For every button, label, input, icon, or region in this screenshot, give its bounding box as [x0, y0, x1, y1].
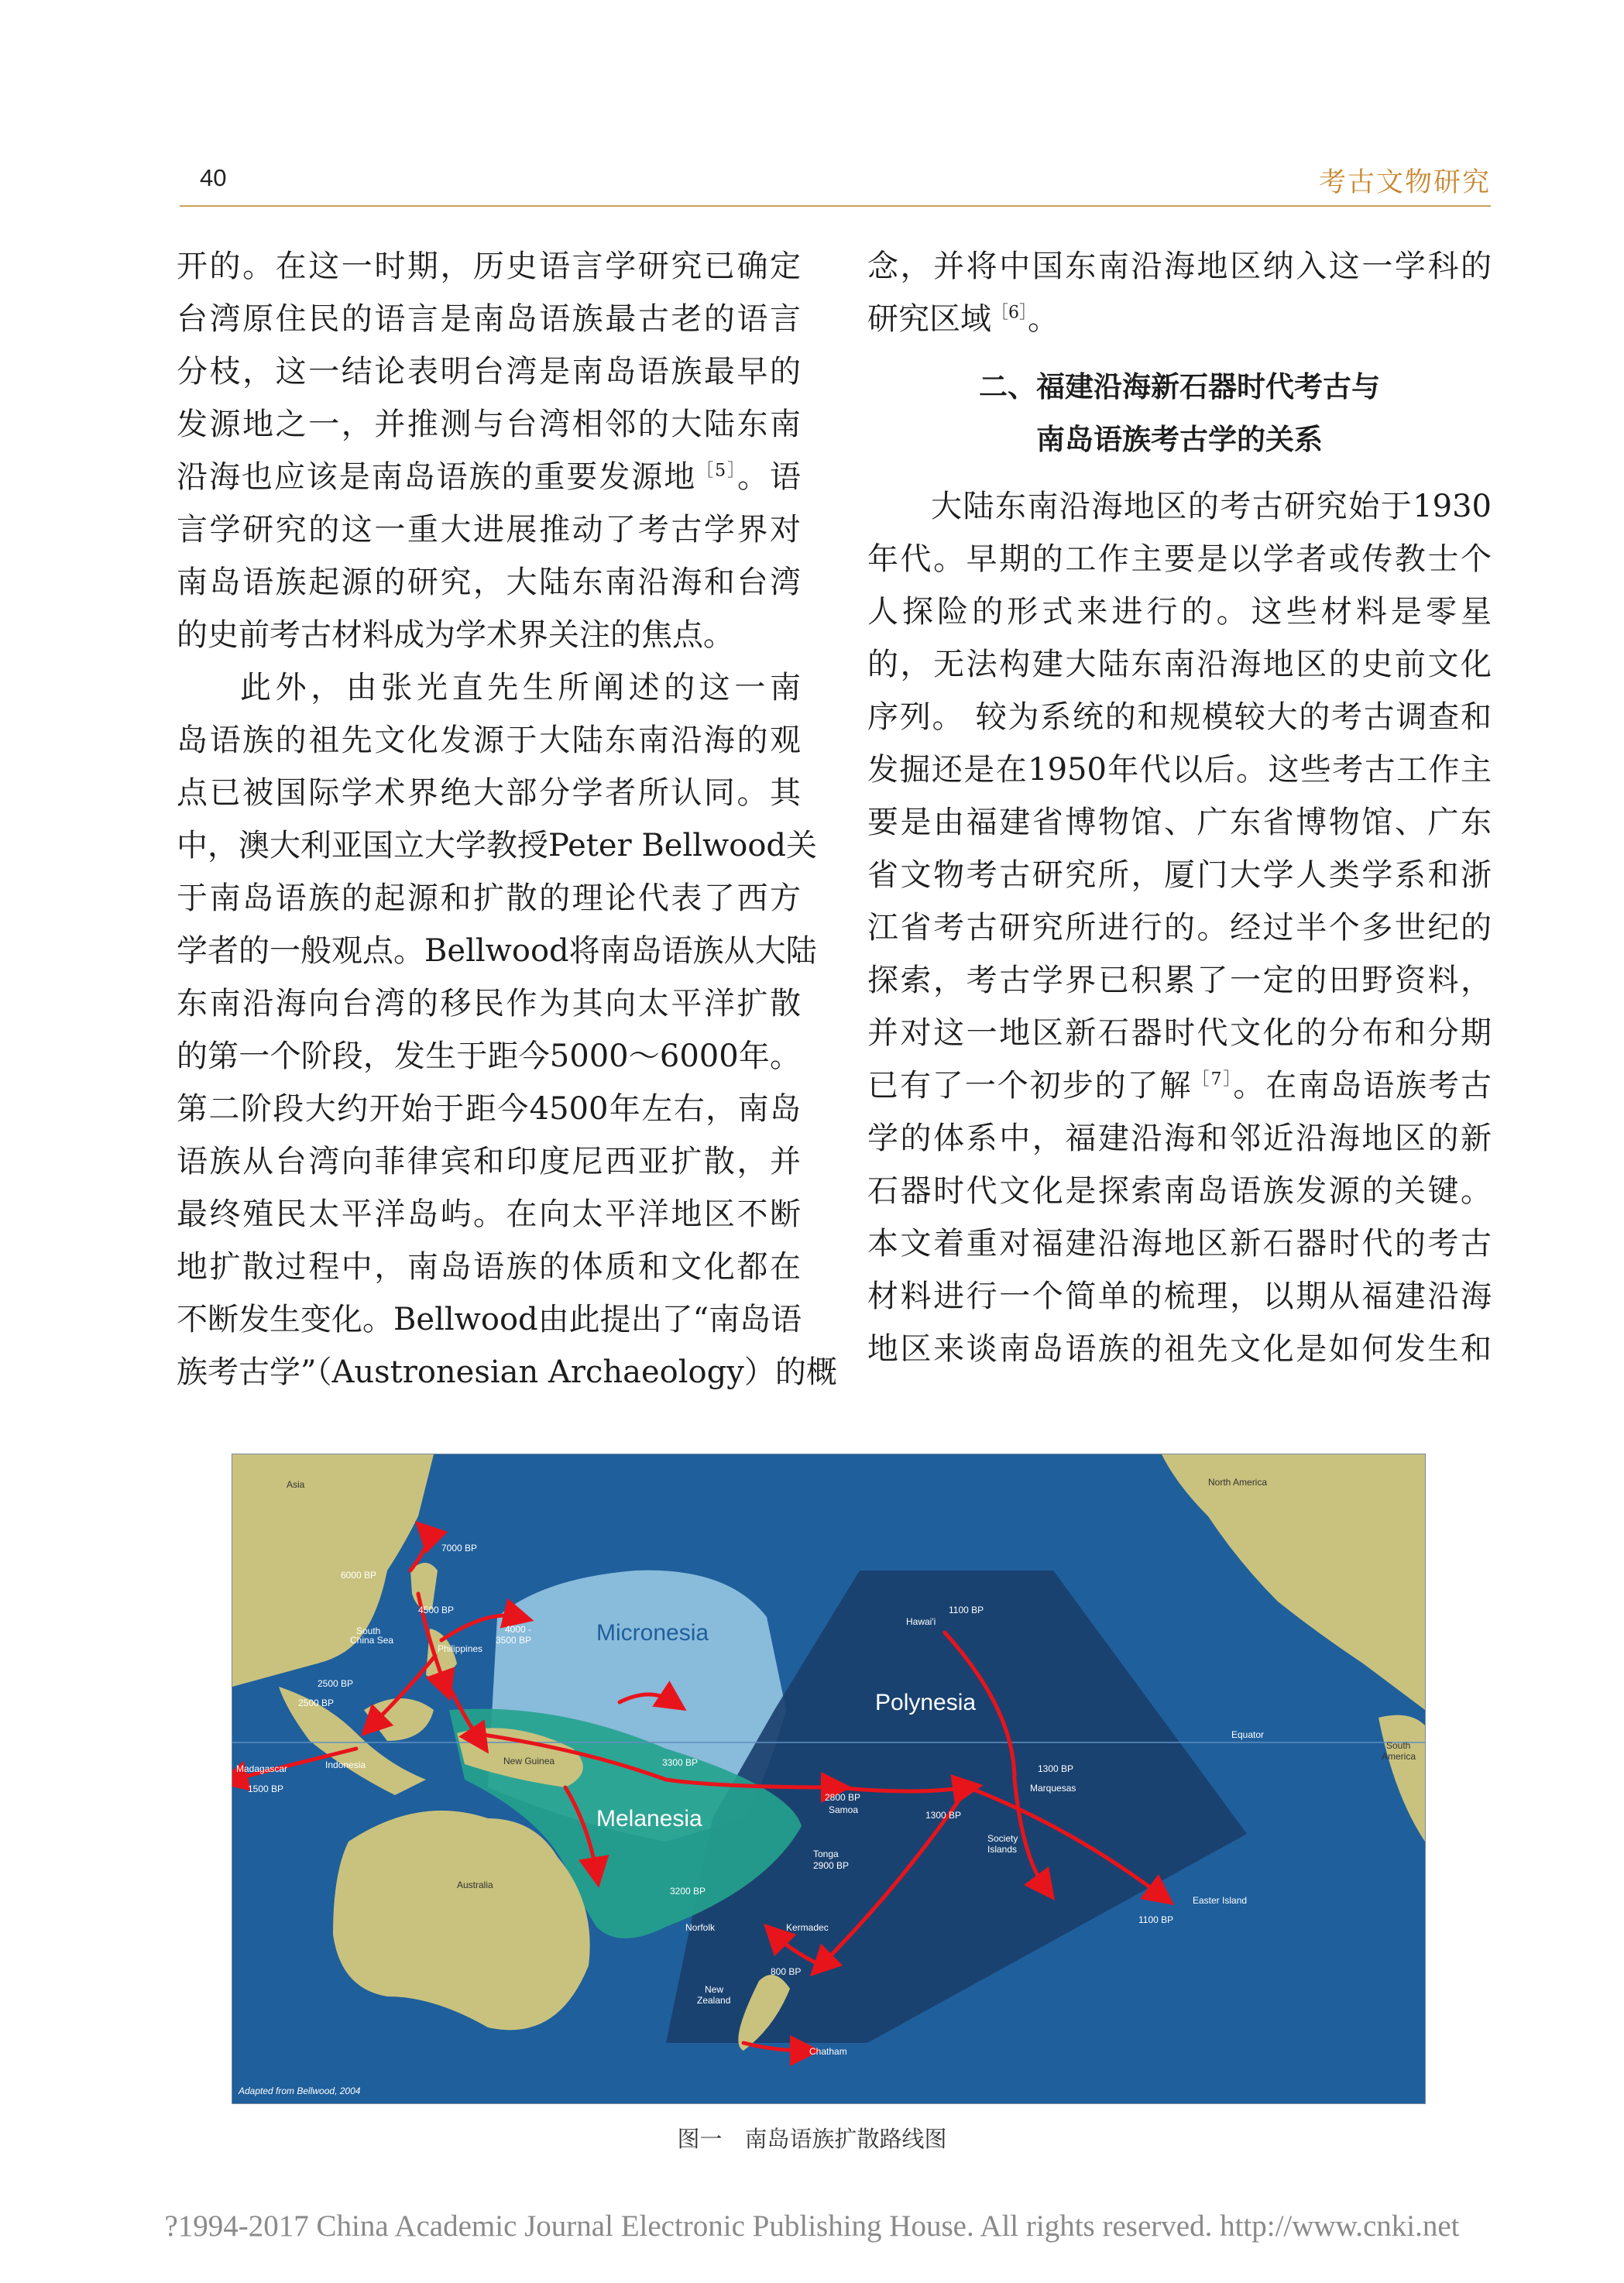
text-line [867, 901, 1492, 954]
text-line [177, 977, 801, 1030]
text-line [867, 638, 1492, 691]
text-line [177, 661, 801, 714]
text-line [867, 1165, 1492, 1217]
label-south-china-sea-1: South [356, 1626, 381, 1636]
line-text: 发掘还是在1950年代以后。这些考古工作主 [867, 752, 1492, 788]
figure-caption: 图一 南岛语族扩散路线图 [677, 2126, 947, 2152]
date-2500b: 2500 BP [298, 1698, 335, 1708]
line-text: 族考古学”（Austronesian Archaeology）的概 [177, 1354, 837, 1390]
text-line [867, 533, 1492, 585]
label-new-zealand-2: Zealand [697, 1995, 731, 2006]
text-line [177, 819, 818, 872]
date-1100b: 1100 BP [1138, 1914, 1174, 1925]
label-australia: Australia [457, 1880, 493, 1890]
line-text: 要是由福建省博物馆、广东省博物馆、广东 [867, 805, 1492, 840]
line-text: 岛语族的祖先文化发源于大陆东南沿海的观 [177, 723, 801, 758]
line-text: 江省考古研究所进行的。经过半个多世纪的 [867, 910, 1492, 946]
text-line [867, 1217, 1492, 1270]
line-text: 不断发生变化。Bellwood由此提出了“南岛语 [177, 1302, 802, 1337]
line-text: 地扩散过程中，南岛语族的体质和文化都在 [177, 1249, 801, 1285]
date-1300a: 1300 BP [925, 1810, 962, 1821]
text-line [867, 293, 1492, 345]
austronesian-map [232, 1454, 1426, 2104]
date-3200: 3200 BP [670, 1886, 706, 1897]
text-line [867, 1059, 1492, 1112]
text-line [177, 872, 801, 925]
text-line [177, 1293, 801, 1346]
date-4000-1: 4000 - [505, 1624, 532, 1635]
label-hawaii: Hawai'i [906, 1616, 936, 1627]
date-2800: 2800 BP [825, 1792, 861, 1803]
label-new-guinea: New Guinea [503, 1756, 555, 1766]
text-line [177, 345, 801, 398]
line-text: 本文着重对福建沿海地区新石器时代的考古 [867, 1226, 1492, 1262]
line-tail: 。语 [737, 459, 802, 495]
line-text: 语族从台湾向菲律宾和印度尼西亚扩散，并 [177, 1144, 801, 1179]
line-text: 的第一个阶段，发生于距今5000～6000年。 [177, 1039, 801, 1074]
citation-ref: ［6］ [991, 303, 1028, 323]
label-south-america-1: South [1386, 1740, 1411, 1751]
section-heading-line-1: 二、福建沿海新石器时代考古与 [979, 370, 1380, 403]
citation-ref: ［5］ [696, 461, 738, 481]
text-line [177, 1188, 801, 1241]
text-line [177, 1083, 801, 1135]
label-melanesia: Melanesia [596, 1806, 702, 1832]
line-text: 最终殖民太平洋岛屿。在向太平洋地区不断 [177, 1196, 801, 1232]
line-text: 人探险的形式来进行的。这些材料是零星 [867, 594, 1492, 630]
line-text: 探索，考古学界已积累了一定的田野资料， [867, 963, 1492, 998]
label-tonga: Tonga [813, 1849, 839, 1859]
left-column [177, 240, 837, 1399]
text-line [177, 293, 801, 345]
date-4500: 4500 BP [418, 1605, 455, 1615]
text-line [177, 451, 801, 503]
map-credit: Adapted from Bellwood, 2004 [239, 2086, 361, 2096]
label-asia: Asia [287, 1479, 305, 1490]
text-line [867, 240, 1492, 293]
line-text: 年代。早期的工作主要是以学者或传教士个 [867, 541, 1492, 577]
text-line [177, 609, 801, 661]
line-text: 序列。 较为系统的和规模较大的考古调查和 [867, 699, 1492, 735]
line-tail: 。在南岛语族考古 [1233, 1068, 1492, 1104]
text-line [867, 585, 1492, 638]
line-text: 研究区域 [867, 301, 991, 337]
text-line [867, 1112, 1492, 1165]
line-text: 念，并将中国东南沿海地区纳入这一学科的 [867, 249, 1492, 284]
text-line [177, 714, 801, 767]
text-line [867, 691, 1492, 743]
date-2500a: 2500 BP [318, 1678, 354, 1689]
label-equator: Equator [1231, 1729, 1265, 1740]
line-text: 的，无法构建大陆东南沿海地区的史前文化 [867, 647, 1492, 682]
line-text: 学者的一般观点。Bellwood将南岛语族从大陆 [177, 933, 817, 969]
line-text: 东南沿海向台湾的移民作为其向太平洋扩散 [177, 986, 801, 1021]
date-1300b: 1300 BP [1038, 1763, 1074, 1774]
section-heading-line-2: 南岛语族考古学的关系 [1036, 423, 1323, 456]
text-line [177, 398, 801, 451]
date-800: 800 BP [771, 1966, 802, 1977]
line-text: 并对这一地区新石器时代文化的分布和分期 [867, 1015, 1492, 1051]
text-line [177, 1241, 801, 1293]
label-easter-island: Easter Island [1193, 1895, 1248, 1906]
label-society-1: Society [987, 1833, 1018, 1844]
line-text: 地区来谈南岛语族的祖先文化是如何发生和 [867, 1331, 1492, 1367]
citation-ref: ［7］ [1192, 1069, 1234, 1090]
text-line [177, 240, 801, 293]
line-text: 发源地之一，并推测与台湾相邻的大陆东南 [177, 407, 801, 442]
text-line [867, 796, 1492, 849]
line-text: 中，澳大利亚国立大学教授Peter Bellwood关 [177, 828, 818, 863]
label-norfolk: Norfolk [685, 1922, 716, 1933]
label-indonesia: Indonesia [325, 1759, 366, 1770]
label-south-china-sea-2: China Sea [350, 1635, 394, 1646]
date-1500: 1500 BP [248, 1783, 284, 1794]
text-line [867, 849, 1492, 901]
date-7000: 7000 BP [441, 1543, 478, 1553]
line-text: 分枝，这一结论表明台湾是南岛语族最早的 [177, 354, 801, 390]
line-text: 于南岛语族的起源和扩散的理论代表了西方 [177, 881, 801, 916]
label-south-america-2: America [1382, 1751, 1416, 1762]
label-new-zealand-1: New [705, 1984, 724, 1995]
copyright-footer: ?1994-2017 China Academic Journal Electronic Publishing House. All rights reserved. http://www.cnki.net [164, 2209, 1460, 2243]
line-text: 石器时代文化是探索南岛语族发源的关键。 [867, 1173, 1492, 1209]
date-6000: 6000 BP [341, 1570, 377, 1581]
text-line [177, 925, 817, 977]
text-line [867, 1323, 1492, 1375]
label-chatham: Chatham [809, 2046, 847, 2057]
line-text: 台湾原住民的语言是南岛语族最古老的语言 [177, 301, 801, 337]
label-samoa: Samoa [829, 1804, 859, 1815]
text-line [177, 1135, 801, 1188]
text-line [867, 1270, 1492, 1323]
line-text: 省文物考古研究所，厦门大学人类学系和浙 [867, 857, 1492, 893]
label-north-america: North America [1208, 1477, 1268, 1488]
text-line [867, 743, 1492, 796]
line-text: 学的体系中，福建沿海和邻近沿海地区的新 [867, 1121, 1492, 1156]
label-marquesas: Marquesas [1030, 1783, 1076, 1794]
line-text: 言学研究的这一重大进展推动了考古学界对 [177, 512, 801, 548]
line-text: 第二阶段大约开始于距今4500年左右，南岛 [177, 1091, 801, 1127]
line-text: 点已被国际学术界绝大部分学者所认同。其 [177, 775, 801, 811]
label-micronesia: Micronesia [596, 1620, 709, 1646]
line-text: 材料进行一个简单的梳理，以期从福建沿海 [867, 1279, 1492, 1314]
label-kermadec: Kermadec [786, 1922, 829, 1933]
line-text: 大陆东南沿海地区的考古研究始于1930 [931, 489, 1492, 524]
date-4000-2: 3500 BP [496, 1635, 532, 1646]
line-tail: 。 [1028, 301, 1059, 337]
date-2900: 2900 BP [813, 1860, 850, 1871]
text-line [177, 1346, 837, 1399]
line-text: 此外，由张光直先生所阐述的这一南 [240, 670, 801, 705]
line-text: 沿海也应该是南岛语族的重要发源地 [177, 459, 697, 495]
text-line [177, 1030, 801, 1083]
label-philippines: Philippines [438, 1643, 483, 1654]
date-3300: 3300 BP [662, 1757, 699, 1768]
text-line [867, 954, 1492, 1007]
text-line [867, 480, 1492, 533]
text-line [177, 767, 801, 819]
header-rule [180, 205, 1491, 207]
date-1100a: 1100 BP [949, 1605, 984, 1615]
label-madagascar: Madagascar [236, 1763, 288, 1774]
line-text: 开的。在这一时期，历史语言学研究已确定 [177, 249, 801, 284]
text-line [177, 556, 801, 609]
label-society-2: Islands [987, 1844, 1018, 1855]
text-line [177, 503, 801, 556]
journal-title: 考古文物研究 [1318, 167, 1491, 197]
line-text: 南岛语族起源的研究，大陆东南沿海和台湾 [177, 565, 801, 600]
label-polynesia: Polynesia [875, 1690, 977, 1715]
line-text: 的史前考古材料成为学术界关注的焦点。 [177, 617, 734, 653]
text-line [867, 1007, 1492, 1059]
page-number: 40 [200, 164, 227, 191]
line-text: 已有了一个初步的了解 [867, 1068, 1193, 1104]
right-column [867, 240, 1492, 1375]
